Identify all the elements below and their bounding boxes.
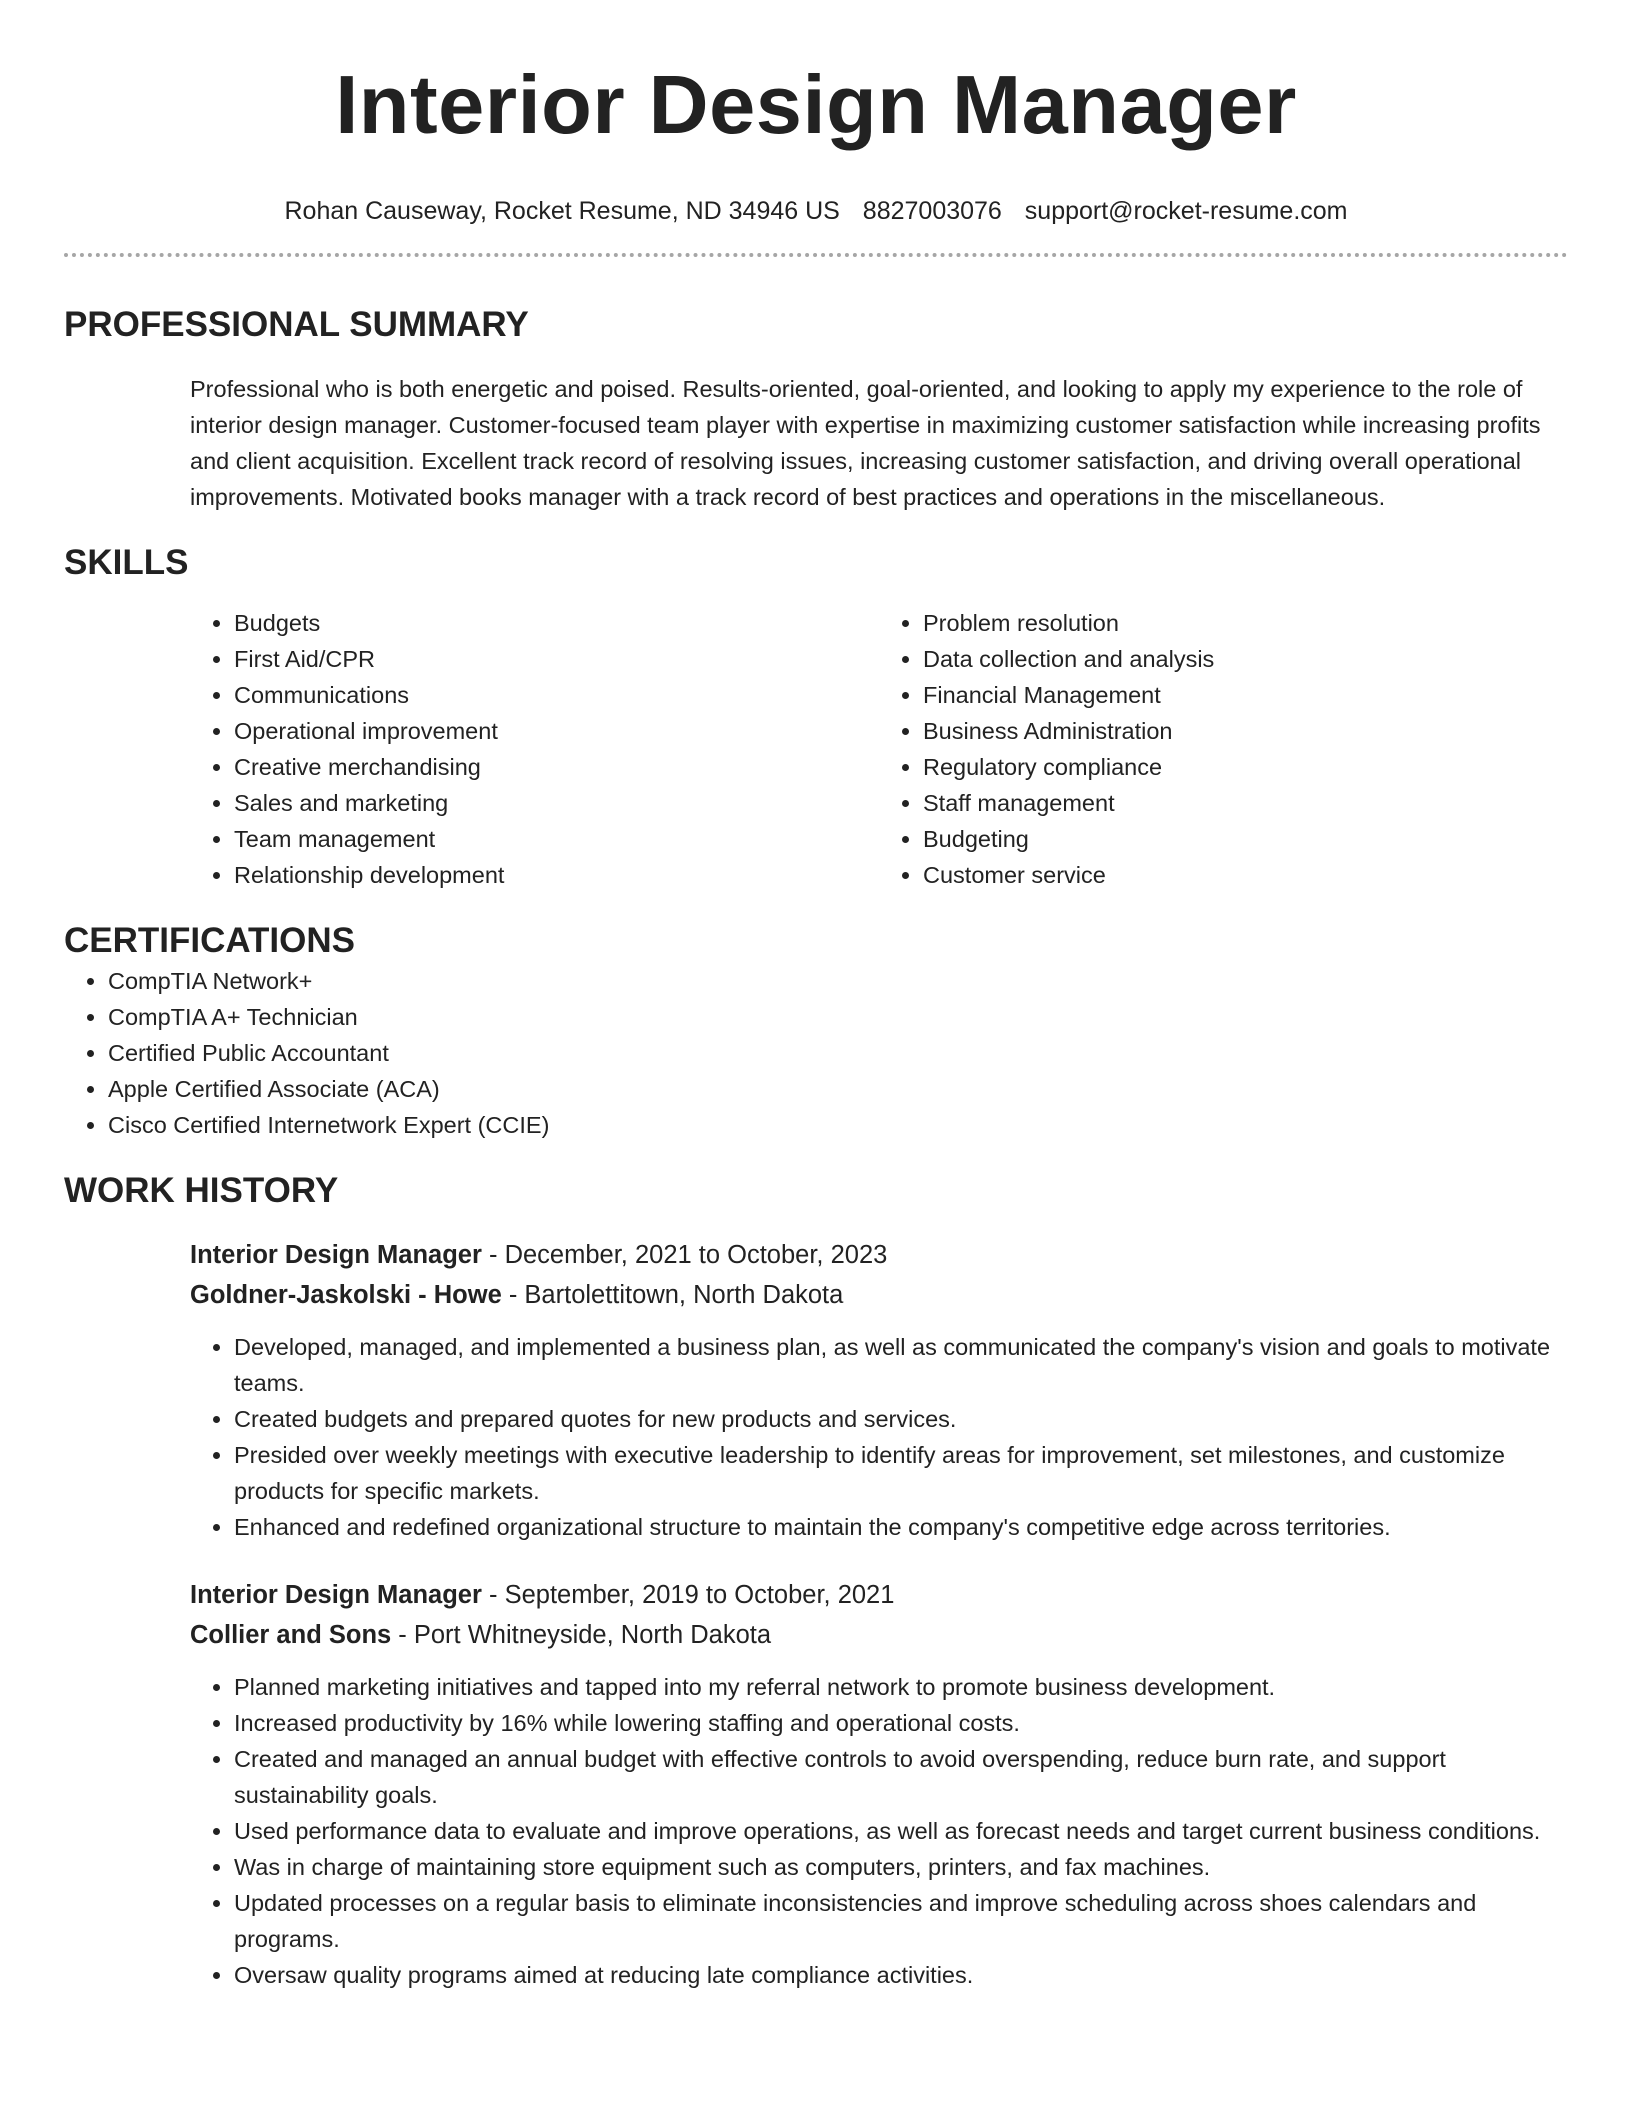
job-bullet: • Used performance data to evaluate and improve operations, as well as forecast needs and target current business conditions.: [234, 1813, 1568, 1849]
job-company: Goldner-Jaskolski - Howe: [190, 1281, 502, 1309]
job-dates: - September, 2019 to October, 2021: [481, 1581, 895, 1609]
certification-item: • CompTIA Network+: [108, 963, 1568, 999]
job-role-line: [190, 1575, 1568, 1615]
skill-item: • Regulatory compliance: [923, 749, 1568, 785]
skill-item: • Team management: [234, 821, 879, 857]
skill-item: • First Aid/CPR: [234, 641, 879, 677]
certification-item: • CompTIA A+ Technician: [108, 999, 1568, 1035]
skills-left-column: [190, 605, 879, 893]
job-bullet: • Presided over weekly meetings with executive leadership to identify areas for improvement, set milestones, and customize products for specific markets.: [234, 1437, 1568, 1509]
skill-item: • Customer service: [923, 857, 1568, 893]
contact-address: Rohan Causeway, Rocket Resume, ND 34946 US: [284, 197, 840, 225]
skill-item: • Problem resolution: [923, 605, 1568, 641]
job-bullet: • Enhanced and redefined organizational structure to maintain the company's competitive edge across territories.: [234, 1509, 1568, 1545]
job-role: Interior Design Manager: [190, 1581, 482, 1609]
skill-item: • Communications: [234, 677, 879, 713]
skill-item: • Creative merchandising: [234, 749, 879, 785]
skill-item: • Budgets: [234, 605, 879, 641]
job-company-line: [190, 1275, 1568, 1315]
job-bullet: • Developed, managed, and implemented a business plan, as well as communicated the company's vision and goals to motivate teams.: [234, 1329, 1568, 1401]
contact-phone: 8827003076: [862, 197, 1002, 225]
section-title-summary: PROFESSIONAL SUMMARY: [64, 305, 529, 344]
skill-item: • Budgeting: [923, 821, 1568, 857]
job-entry: [190, 1235, 1568, 1545]
job-company-line: [190, 1615, 1568, 1655]
certification-item: • Apple Certified Associate (ACA): [108, 1071, 1568, 1107]
job-bullet: • Updated processes on a regular basis to eliminate inconsistencies and improve scheduling across shoes calendars and programs.: [234, 1885, 1568, 1957]
job-bullet: • Planned marketing initiatives and tapped into my referral network to promote business development.: [234, 1669, 1568, 1705]
job-bullet: • Was in charge of maintaining store equipment such as computers, printers, and fax machines.: [234, 1849, 1568, 1885]
section-title-certifications: CERTIFICATIONS: [64, 921, 356, 960]
skills-grid: [190, 605, 1568, 893]
job-bullet: • Oversaw quality programs aimed at reducing late compliance activities.: [234, 1957, 1568, 1993]
contact-line: [64, 195, 1568, 227]
certification-item: • Cisco Certified Internetwork Expert (CCIE): [108, 1107, 1568, 1143]
certification-item: • Certified Public Accountant: [108, 1035, 1568, 1071]
job-location: - Port Whitneyside, North Dakota: [391, 1621, 772, 1649]
skill-item: • Staff management: [923, 785, 1568, 821]
skill-item: • Data collection and analysis: [923, 641, 1568, 677]
skill-item: • Relationship development: [234, 857, 879, 893]
job-bullet: • Created and managed an annual budget with effective controls to avoid overspending, reduce burn rate, and support sustainability goals.: [234, 1741, 1568, 1813]
summary-text: Professional who is both energetic and poised. Results-oriented, goal-oriented, and looking to apply my experience to the role of interior design manager. Customer-focused team player with expertise in maximizing customer satisfaction while increasing profits and client acquisition. Excellent track record of resolving issues, increasing customer satisfaction, and driving overall operational improvements. Motivated books manager with a track record of best practices and operations in the miscellaneous.: [190, 376, 1541, 510]
contact-email: support@rocket-resume.com: [1024, 197, 1348, 225]
section-title-skills: SKILLS: [64, 543, 189, 582]
skills-right-column: [879, 605, 1568, 893]
job-bullet: • Created budgets and prepared quotes for new products and services.: [234, 1401, 1568, 1437]
job-role: Interior Design Manager: [190, 1241, 482, 1269]
job-entry: [190, 1575, 1568, 1993]
job-company: Collier and Sons: [190, 1621, 392, 1649]
job-role-line: [190, 1235, 1568, 1275]
section-title-work-history: WORK HISTORY: [64, 1171, 339, 1210]
job-bullets: [108, 1669, 1568, 1993]
skill-item: • Financial Management: [923, 677, 1568, 713]
skill-item: • Operational improvement: [234, 713, 879, 749]
certifications-list: [64, 963, 1568, 1143]
job-bullets: [108, 1329, 1568, 1545]
skill-item: • Business Administration: [923, 713, 1568, 749]
job-location: - Bartolettitown, North Dakota: [501, 1281, 844, 1309]
skill-item: • Sales and marketing: [234, 785, 879, 821]
resume-title: Interior Design Manager: [335, 58, 1297, 151]
job-bullet: • Increased productivity by 16% while lowering staffing and operational costs.: [234, 1705, 1568, 1741]
job-dates: - December, 2021 to October, 2023: [481, 1241, 888, 1269]
header-divider: [64, 253, 1568, 257]
